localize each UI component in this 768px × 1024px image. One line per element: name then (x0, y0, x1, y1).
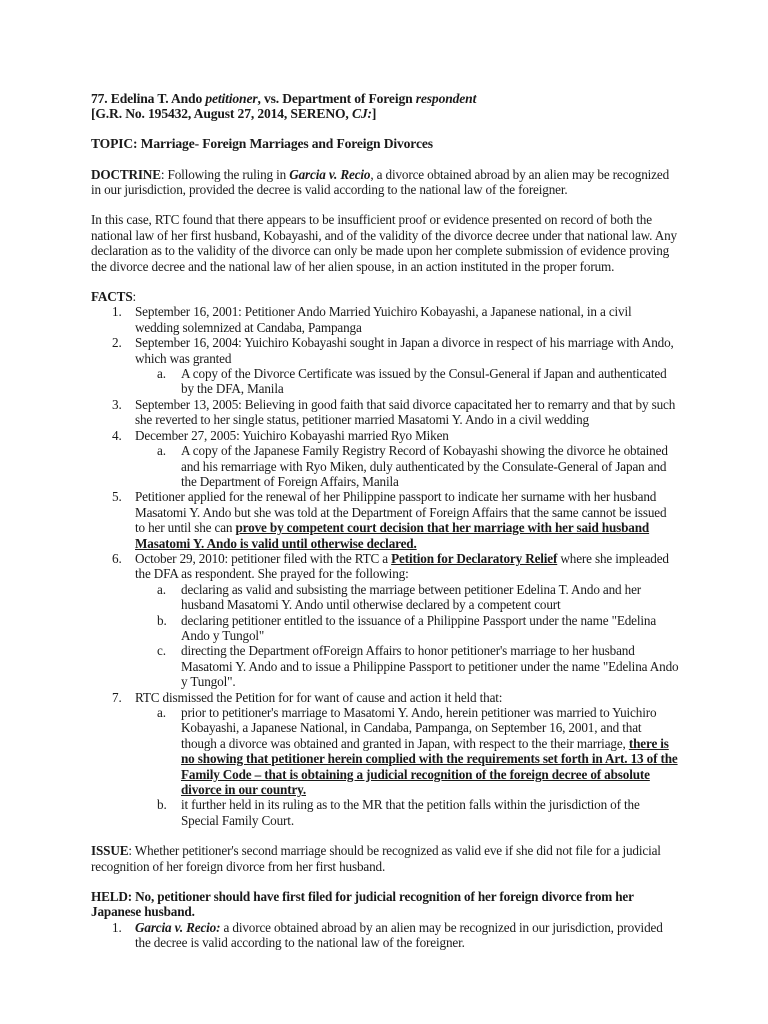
fact-subitem (135, 613, 679, 644)
fact-subitem (135, 443, 679, 489)
fact-subitem (135, 366, 679, 397)
issue-paragraph (91, 843, 679, 874)
subitem-letter: b. (157, 612, 167, 628)
fact-emphasis: Petition for Declaratory Relief (391, 550, 558, 566)
fact-item (91, 551, 679, 690)
fact-emphasis: prove by competent court decision that her marriage with her said husband Masatomi Y. Ando is valid until otherwise declared. (135, 520, 650, 551)
fact-text: September 16, 2004: Yuichiro Kobayashi sought in Japan a divorce in respect of his marriage with Ando, which was granted (135, 335, 674, 366)
subitem-letter: a. (157, 366, 166, 382)
fact-item (91, 397, 679, 428)
fact-sublist (135, 705, 679, 828)
subitem-text: prior to petitioner's marriage to Masatomi Y. Ando, herein petitioner was married to Yuichiro Kobayashi, a Japanese National, in Candaba, Pampanga, on September 16, 2001, and that though a divorce was obtained and granted in Japan, with respect to the their marriage, (181, 705, 657, 751)
facts-list (91, 304, 679, 828)
analysis-paragraph: In this case, RTC found that there appears to be insufficient proof or evidence presented on record of both the national law of her first husband, Kobayashi, and of the validity of the divorce decree under that national law. Any declaration as to the validity of the divorce can only be made upon her complete submission of evidence proving the divorce decree and the national law of her alien spouse, in an action instituted in the proper forum. (91, 212, 677, 274)
fact-number: 3. (112, 396, 122, 412)
subitem-letter: a. (157, 443, 166, 459)
issue-label: ISSUE (91, 843, 129, 859)
doctrine-text-after: , a divorce obtained abroad by an alien may be recognized in our jurisdiction, provided the decree is valid according to the national law of the foreigner. (91, 166, 670, 198)
subitem-letter: b. (157, 797, 167, 813)
fact-number: 1. (112, 304, 122, 320)
citation-cj: CJ: (351, 106, 372, 122)
case-citation (91, 106, 679, 121)
fact-subitem (135, 582, 679, 613)
subitem-emphasis: there is no showing that petitioner herein complied with the requirements set forth in Art. 13 of the Family Code – that is obtaining a judicial recognition of the foreign decree of absolute divorce in our country. (181, 735, 678, 798)
held-list (91, 920, 679, 951)
fact-item (91, 304, 679, 335)
fact-number: 5. (112, 489, 122, 505)
fact-text-after: where she impleaded the DFA as respondent. She prayed for the following: (135, 550, 669, 582)
citation-end: ] (371, 106, 377, 122)
subitem-letter: a. (157, 705, 166, 721)
held-heading: HELD: No, petitioner should have first filed for judicial recognition of her foreign divorce from her Japanese husband. (91, 889, 634, 920)
doctrine-paragraph (91, 167, 679, 198)
fact-text: September 13, 2005: Believing in good faith that said divorce capacitated her to remarry and that by such she reverted to her single status, petitioner married Masatomi Y. Ando in a civil wedding (135, 396, 676, 428)
petitioner-name: Edelina T. Ando (110, 91, 203, 106)
fact-number: 6. (112, 550, 122, 566)
fact-sublist (135, 582, 679, 690)
topic-heading: TOPIC: Marriage- Foreign Marriages and Foreign Divorces (91, 136, 433, 152)
fact-subitem (135, 797, 679, 828)
fact-number: 2. (112, 335, 122, 351)
citation-text: [G.R. No. 195432, August 27, 2014, SERENO, (91, 106, 352, 122)
subitem-letter: a. (157, 581, 166, 597)
fact-text: October 29, 2010: petitioner filed with the RTC a (135, 550, 392, 566)
subitem-text: it further held in its ruling as to the MR that the petition falls within the jurisdiction of the Special Family Court. (181, 797, 640, 828)
held-item (91, 920, 679, 951)
facts-label: FACTS (91, 289, 133, 305)
held-case-name: Garcia v. Recio: (135, 919, 221, 935)
fact-number: 4. (112, 427, 122, 443)
respondent-label: respondent (415, 91, 477, 106)
fact-subitem (135, 643, 679, 689)
subitem-text: declaring as valid and subsisting the marriage between petitioner Edelina T. Ando and her husband Masatomi Y. Ando until otherwise declared by a competent court (181, 581, 642, 613)
case-digest (91, 91, 679, 951)
subitem-letter: c. (157, 643, 166, 659)
case-number: 77. (91, 91, 108, 106)
versus-text: , vs. Department of Foreign (257, 91, 413, 106)
held-text: a divorce obtained abroad by an alien may be recognized in our jurisdiction, provided the decree is valid according to the national law of the foreigner. (135, 919, 663, 951)
doctrine-label: DOCTRINE (91, 166, 161, 182)
facts-heading (91, 289, 679, 304)
petitioner-label: petitioner (205, 91, 258, 106)
facts-colon: : (132, 289, 137, 305)
fact-subitem (135, 705, 679, 797)
issue-text: : Whether petitioner's second marriage should be recognized as valid eve if she did not file for a judicial recognition of her foreign divorce from her first husband. (91, 843, 661, 874)
subitem-text: A copy of the Divorce Certificate was issued by the Consul-General if Japan and authenticated by the DFA, Manila (181, 366, 667, 397)
fact-text: December 27, 2005: Yuichiro Kobayashi married Ryo Miken (135, 427, 449, 443)
fact-text: September 16, 2001: Petitioner Ando Married Yuichiro Kobayashi, a Japanese national, in a civil wedding solemnized at Candaba, Pampanga (135, 304, 632, 335)
fact-sublist (135, 366, 679, 397)
subitem-text: declaring petitioner entitled to the issuance of a Philippine Passport under the name "Edelina Ando y Tungol" (181, 612, 657, 643)
subitem-text: A copy of the Japanese Family Registry Record of Kobayashi showing the divorce he obtained and his remarriage with Ryo Miken, duly authenticated by the Consulate-General of Japan and the Department of Foreign Affairs, Manila (181, 443, 668, 489)
fact-sublist (135, 443, 679, 489)
fact-text: RTC dismissed the Petition for for want of cause and action it held that: (135, 689, 503, 705)
doctrine-case-name: Garcia v. Recio (289, 166, 371, 182)
fact-item (91, 489, 679, 551)
subitem-text: directing the Department ofForeign Affairs to honor petitioner's marriage to her husband Masatomi Y. Ando and to issue a Philippine Passport to petitioner under the name "Edelina Ando y Tungol". (181, 643, 679, 690)
fact-item (91, 690, 679, 829)
fact-item (91, 428, 679, 490)
doctrine-text-before: : Following the ruling in (160, 166, 290, 182)
fact-number: 7. (112, 689, 122, 705)
held-number: 1. (112, 919, 122, 935)
fact-text: Petitioner applied for the renewal of her Philippine passport to indicate her surname with her husband Masatomi Y. Ando but she was told at the Department of Foreign Affairs that the same cannot be issued to her until she can (135, 489, 667, 536)
case-title (91, 91, 679, 106)
fact-item (91, 335, 679, 397)
